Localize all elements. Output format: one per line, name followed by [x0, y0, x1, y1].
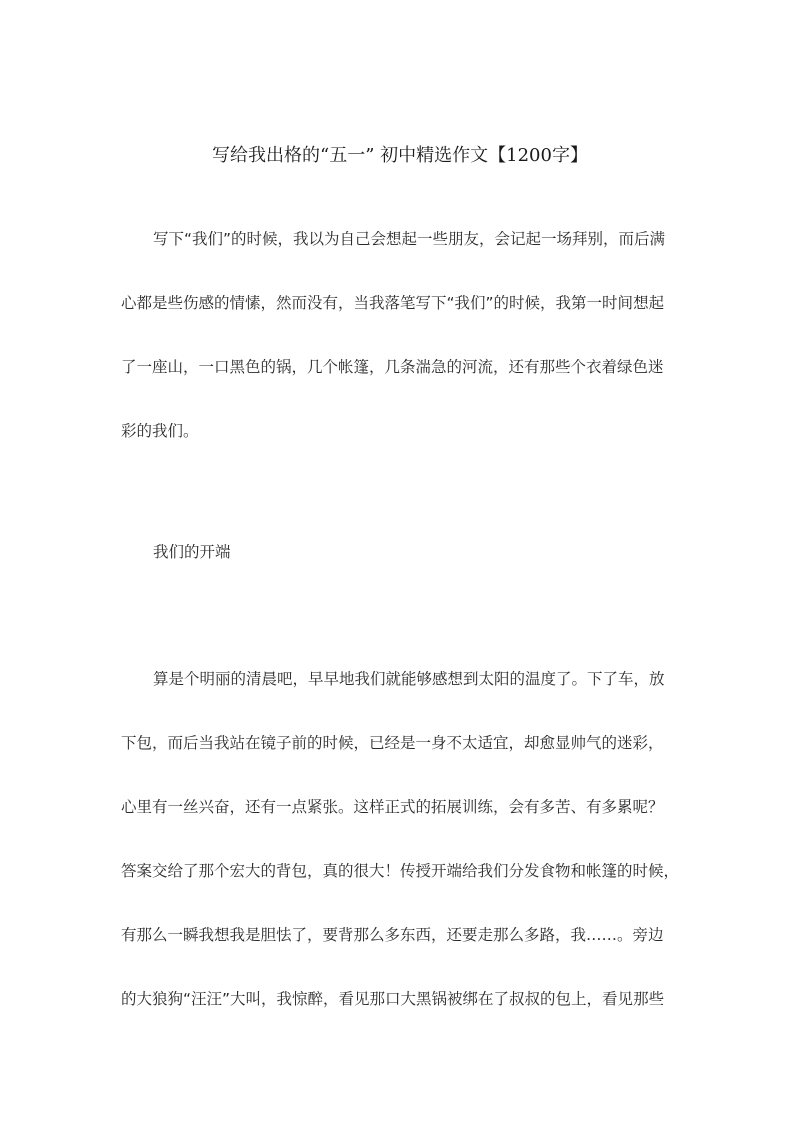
paragraph-line: 的大狼狗“汪汪”大叫，我惊醉，看见那口大黑锅被绑在了叔叔的包上，看见那些: [121, 990, 665, 1008]
section-heading: 我们的开端: [153, 543, 231, 561]
paragraph-line: 了一座山，一口黑色的锅，几个帐篷，几条湍急的河流，还有那些个衣着绿色迷: [121, 358, 664, 376]
paragraph-line: 彩的我们。: [121, 422, 199, 440]
paragraph-line: 心都是些伤感的情愫，然而没有，当我落笔写下“我们”的时候，我第一时间想起: [121, 294, 665, 312]
paragraph-line: 答案交给了那个宏大的背包，真的很大！传授开端给我们分发食物和帐篷的时候，: [121, 862, 680, 880]
paragraph-line: 算是个明丽的清晨吧，早早地我们就能够感想到太阳的温度了。下了车，放: [153, 670, 665, 688]
document-title: 写给我出格的“五一” 初中精选作文【1200字】: [212, 145, 588, 166]
paragraph-line: 心里有一丝兴奋，还有一点紧张。这样正式的拓展训练，会有多苦、有多累呢？: [121, 798, 664, 816]
paragraph-line: 下包，而后当我站在镜子前的时候，已经是一身不太适宜，却愈显帅气的迷彩，: [121, 734, 664, 752]
paragraph-line: 写下“我们”的时候，我以为自己会想起一些朋友，会记起一场拜别，而后满: [153, 230, 666, 248]
paragraph-line: 有那么一瞬我想我是胆怯了，要背那么多东西，还要走那么多路，我……。旁边: [121, 926, 664, 944]
